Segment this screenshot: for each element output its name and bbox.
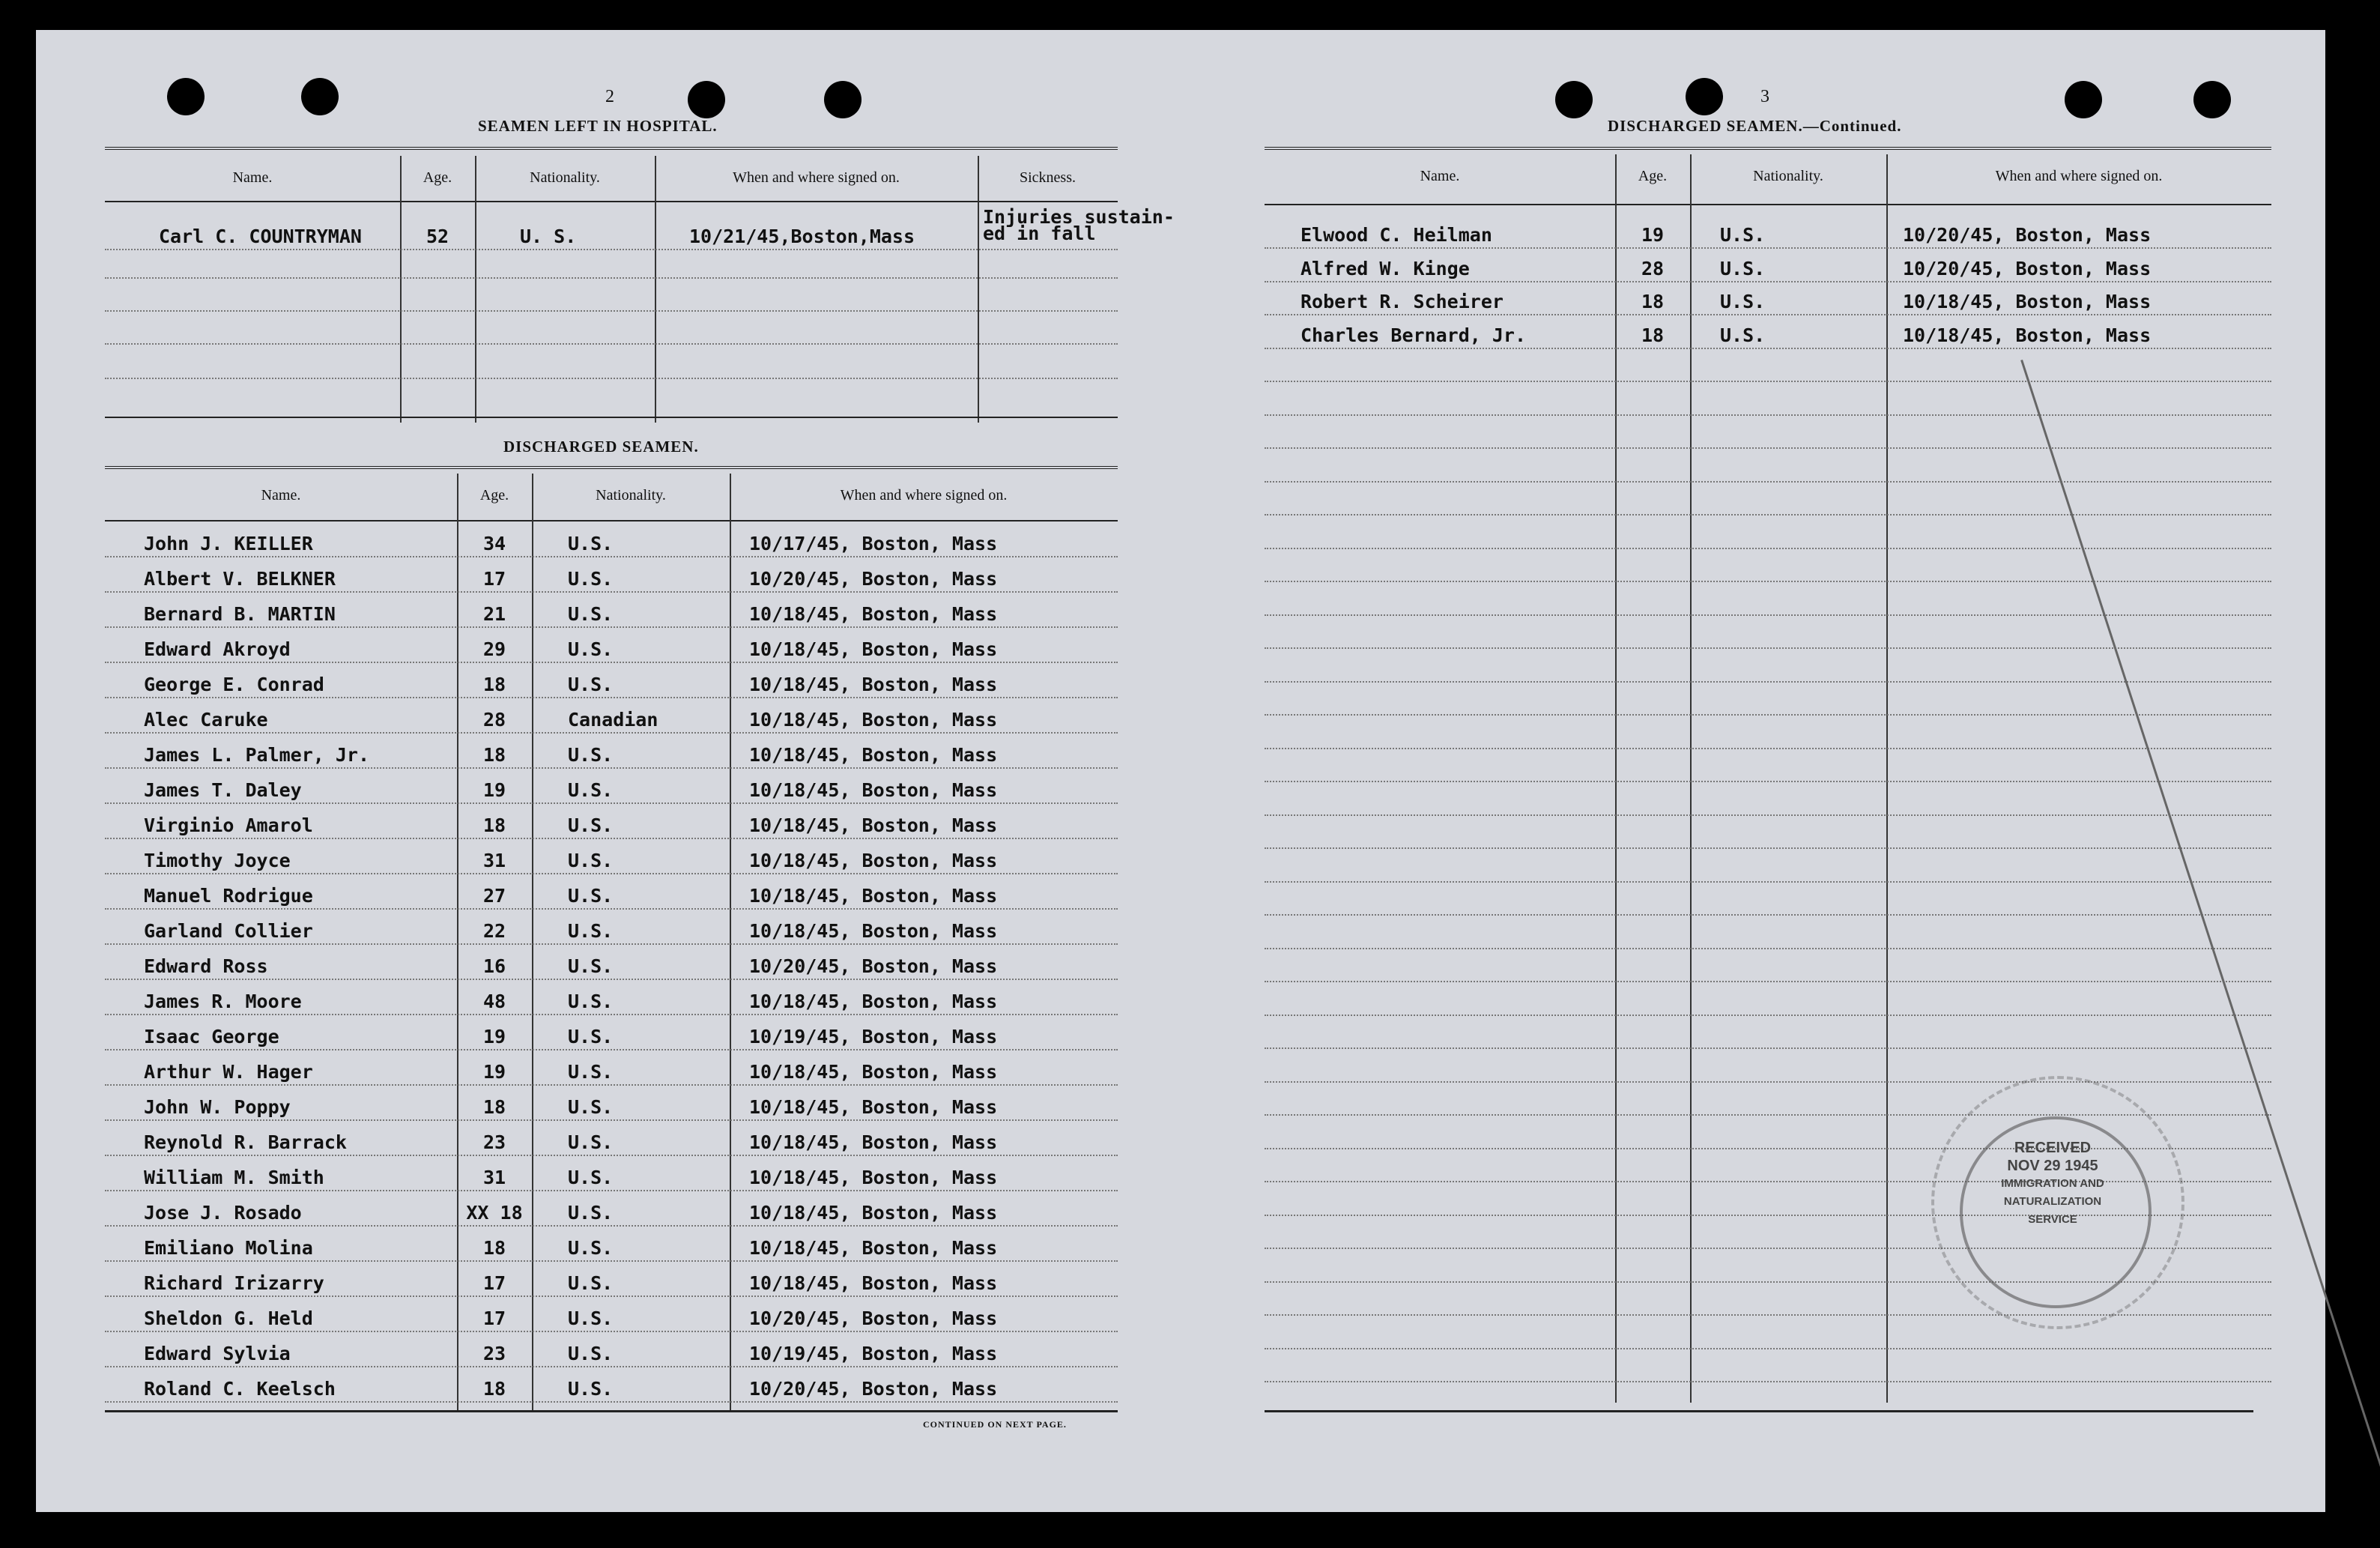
discharged-cell-nationality: U.S.: [568, 1378, 614, 1400]
discharged-cell-signed-on: 10/18/45, Boston, Mass: [749, 779, 998, 801]
discharged-cell-nationality: U.S.: [1720, 291, 1766, 312]
discharged-header-signed-on: When and where signed on.: [840, 487, 1008, 504]
row-rule: [105, 1225, 1118, 1227]
discharged-cell-age: 18: [482, 814, 506, 836]
discharged-cell-name: Robert R. Scheirer: [1300, 291, 1504, 312]
row-rule: [1265, 548, 2271, 549]
stamp-line: SERVICE: [2028, 1213, 2077, 1226]
row-rule: [105, 556, 1118, 557]
discharged-cell-nationality: U.S.: [1720, 224, 1766, 246]
discharged-cell-age: 29: [482, 638, 506, 660]
row-rule: [105, 626, 1118, 628]
row-rule: [105, 310, 1118, 312]
discharged-cell-signed-on: 10/18/45, Boston, Mass: [749, 674, 998, 695]
discharged-cell-age: XX 18: [466, 1202, 523, 1224]
discharged-cell-nationality: U.S.: [568, 1343, 614, 1364]
row-rule: [105, 1155, 1118, 1156]
punch-hole: [167, 78, 205, 115]
row-rule: [105, 908, 1118, 910]
discharged-cell-nationality: U.S.: [568, 1096, 614, 1118]
discharged-cell-age: 31: [482, 850, 506, 871]
discharged-cell-name: Elwood C. Heilman: [1300, 224, 1492, 246]
column-rule: [475, 156, 476, 423]
row-rule: [1265, 781, 2271, 782]
discharged-cell-nationality: U.S.: [568, 674, 614, 695]
hospital-header-nationality: Nationality.: [530, 169, 600, 186]
row-rule: [1265, 281, 2271, 282]
discharged-cell-nationality: U.S.: [568, 991, 614, 1012]
discharged-cell-signed-on: 10/18/45, Boston, Mass: [1903, 291, 2152, 312]
discharged-cell-age: 34: [482, 533, 506, 554]
punch-hole: [301, 78, 339, 115]
rule: [1265, 1410, 2253, 1412]
discharged-cell-nationality: U.S.: [568, 744, 614, 766]
discharged-cell-nationality: Canadian: [568, 709, 658, 731]
hospital-header-name: Name.: [232, 169, 273, 186]
column-rule: [655, 156, 656, 423]
hospital-cell-name: Carl C. COUNTRYMAN: [159, 226, 362, 247]
discharged-cell-age: 18: [482, 744, 506, 766]
punch-hole: [824, 81, 862, 118]
rule: [105, 201, 1118, 202]
row-rule: [1265, 481, 2271, 483]
discharged-cell-signed-on: 10/20/45, Boston, Mass: [749, 568, 998, 590]
discharged-cell-age: 23: [482, 1343, 506, 1364]
rule: [105, 1410, 1118, 1412]
row-rule: [105, 767, 1118, 769]
hospital-header-age: Age.: [423, 169, 452, 186]
row-rule: [1265, 914, 2271, 916]
row-rule: [1265, 847, 2271, 849]
row-rule: [1265, 1015, 2271, 1016]
row-rule: [105, 1084, 1118, 1086]
row-rule: [105, 1190, 1118, 1191]
discharged-cell-name: William M. Smith: [144, 1167, 324, 1188]
row-rule: [105, 1260, 1118, 1262]
discharged-cell-name: Alfred W. Kinge: [1300, 257, 1470, 279]
discharged-cell-signed-on: 10/18/45, Boston, Mass: [749, 1096, 998, 1118]
discharged-cell-age: 19: [482, 1061, 506, 1083]
discharged-header-age: Age.: [479, 487, 509, 504]
punch-hole: [1555, 81, 1593, 118]
discharged-cell-signed-on: 10/17/45, Boston, Mass: [749, 533, 998, 554]
discharged-cell-name: Charles Bernard, Jr.: [1300, 324, 1527, 346]
discharged-cell-name: James L. Palmer, Jr.: [144, 744, 370, 766]
discharged-cell-age: 31: [482, 1167, 506, 1188]
row-rule: [105, 802, 1118, 804]
discharged-cell-name: Edward Akroyd: [144, 638, 291, 660]
discharged-cell-nationality: U.S.: [568, 920, 614, 942]
discharged-cell-signed-on: 10/20/45, Boston, Mass: [1903, 257, 2152, 279]
discharged-cell-signed-on: 10/18/45, Boston, Mass: [749, 1131, 998, 1153]
discharged-cell-signed-on: 10/18/45, Boston, Mass: [1903, 324, 2152, 346]
discharged-cell-name: Manuel Rodrigue: [144, 885, 313, 907]
row-rule: [105, 378, 1118, 379]
discharged-cell-name: James R. Moore: [144, 991, 302, 1012]
stamp-line: NOV 29 1945: [2007, 1158, 2098, 1174]
discharged-cell-name: Jose J. Rosado: [144, 1202, 302, 1224]
discharged-cell-signed-on: 10/20/45, Boston, Mass: [749, 955, 998, 977]
discharged-cell-age: 19: [1641, 224, 1665, 246]
discharged-cell-signed-on: 10/18/45, Boston, Mass: [749, 1272, 998, 1294]
discharged-cell-nationality: U.S.: [1720, 324, 1766, 346]
discharged-cell-signed-on: 10/18/45, Boston, Mass: [749, 1061, 998, 1083]
row-rule: [1265, 948, 2271, 949]
row-rule: [1265, 581, 2271, 582]
row-rule: [105, 1014, 1118, 1015]
discharged-cell-age: 17: [482, 568, 506, 590]
row-rule: [1265, 748, 2271, 749]
punch-hole: [688, 81, 725, 118]
discharged-cell-signed-on: 10/18/45, Boston, Mass: [749, 709, 998, 731]
punch-hole: [2193, 81, 2231, 118]
discharged-cell-age: 27: [482, 885, 506, 907]
discharged-cell-age: 19: [482, 1026, 506, 1047]
discharged-cell-signed-on: 10/20/45, Boston, Mass: [749, 1307, 998, 1329]
discharged-cell-age: 17: [482, 1272, 506, 1294]
discharged-header-nationality: Nationality.: [596, 487, 666, 504]
row-rule: [1265, 681, 2271, 683]
right-section-title: DISCHARGED SEAMEN.—Continued.: [1608, 117, 1902, 135]
stamp-line: NATURALIZATION: [2003, 1195, 2102, 1208]
discharged-cell-signed-on: 10/18/45, Boston, Mass: [749, 850, 998, 871]
rule: [105, 466, 1118, 469]
row-rule: [105, 1119, 1118, 1121]
hospital-cell-nationality: U. S.: [520, 226, 577, 247]
discharged-cell-nationality: U.S.: [568, 1202, 614, 1224]
row-rule: [105, 249, 1118, 250]
discharged-cell-age: 28: [482, 709, 506, 731]
rule: [1265, 204, 2271, 205]
row-rule: [1265, 881, 2271, 883]
discharged-cell-age: 16: [482, 955, 506, 977]
discharged-cell-nationality: U.S.: [568, 779, 614, 801]
discharged-cell-name: James T. Daley: [144, 779, 302, 801]
discharged-cell-name: Emiliano Molina: [144, 1237, 313, 1259]
discharged-cell-age: 18: [1641, 324, 1665, 346]
row-rule: [105, 697, 1118, 698]
row-rule: [105, 838, 1118, 839]
hospital-header-signed-on: When and where signed on.: [733, 169, 900, 186]
discharged-cell-name: Bernard B. MARTIN: [144, 603, 336, 625]
discharged-cell-age: 21: [482, 603, 506, 625]
discharged-cell-name: George E. Conrad: [144, 674, 324, 695]
discharged-cell-age: 18: [482, 674, 506, 695]
column-rule: [400, 156, 402, 423]
row-rule: [1265, 1314, 2271, 1316]
column-rule: [730, 474, 731, 1410]
discharged-cell-name: Garland Collier: [144, 920, 313, 942]
hospital-cell-sickness: ed in fall: [983, 223, 1096, 244]
row-rule: [105, 1295, 1118, 1297]
discharged-cell-name: Roland C. Keelsch: [144, 1378, 336, 1400]
discharged-cell-nationality: U.S.: [568, 533, 614, 554]
row-rule: [1265, 714, 2271, 716]
discharged-cell-age: 18: [482, 1237, 506, 1259]
discharged-cell-age: 17: [482, 1307, 506, 1329]
row-rule: [1265, 1047, 2271, 1049]
discharged-cell-name: Edward Ross: [144, 955, 268, 977]
discharged-cell-age: 22: [482, 920, 506, 942]
continued-footer: CONTINUED ON NEXT PAGE.: [923, 1419, 1067, 1430]
discharged-cell-nationality: U.S.: [568, 814, 614, 836]
discharged-cell-nationality: U.S.: [568, 1237, 614, 1259]
column-rule: [532, 474, 533, 1410]
row-rule: [1265, 247, 2271, 249]
discharged-cell-nationality: U.S.: [568, 568, 614, 590]
discharged-cell-nationality: U.S.: [568, 1307, 614, 1329]
discharged-cell-name: Sheldon G. Held: [144, 1307, 313, 1329]
discharged-cell-age: 48: [482, 991, 506, 1012]
discharged-cell-nationality: U.S.: [568, 603, 614, 625]
column-rule: [978, 156, 979, 423]
discharged-cell-age: 23: [482, 1131, 506, 1153]
discharged-cell-name: John J. KEILLER: [144, 533, 313, 554]
page-number-right: 3: [1760, 87, 1769, 106]
discharged-cell-name: Timothy Joyce: [144, 850, 291, 871]
stamp-line: RECEIVED: [2014, 1140, 2092, 1156]
row-rule: [1265, 514, 2271, 516]
right-header-name: Name.: [1420, 168, 1460, 184]
hospital-header-sickness: Sickness.: [1020, 169, 1076, 186]
discharged-cell-signed-on: 10/20/45, Boston, Mass: [1903, 224, 2152, 246]
row-rule: [1265, 814, 2271, 816]
discharged-cell-nationality: U.S.: [568, 638, 614, 660]
discharged-cell-name: Arthur W. Hager: [144, 1061, 313, 1083]
row-rule: [1265, 981, 2271, 982]
discharged-cell-name: Alec Caruke: [144, 709, 268, 731]
discharged-cell-name: Albert V. BELKNER: [144, 568, 336, 590]
row-rule: [105, 1366, 1118, 1367]
stamp-text: [1975, 1139, 2131, 1229]
discharged-cell-signed-on: 10/18/45, Boston, Mass: [749, 814, 998, 836]
discharged-cell-signed-on: 10/18/45, Boston, Mass: [749, 744, 998, 766]
right-header-age: Age.: [1638, 168, 1668, 184]
discharged-cell-nationality: U.S.: [568, 885, 614, 907]
rule: [105, 520, 1118, 521]
discharged-cell-name: Virginio Amarol: [144, 814, 313, 836]
discharged-cell-name: John W. Poppy: [144, 1096, 291, 1118]
discharged-cell-age: 28: [1641, 257, 1665, 279]
discharged-cell-age: 18: [482, 1378, 506, 1400]
rule: [1265, 147, 2271, 150]
discharged-cell-age: 19: [482, 779, 506, 801]
stamp-line: IMMIGRATION AND: [2001, 1177, 2104, 1190]
discharged-cell-signed-on: 10/18/45, Boston, Mass: [749, 920, 998, 942]
discharged-cell-name: Isaac George: [144, 1026, 279, 1047]
discharged-cell-signed-on: 10/20/45, Boston, Mass: [749, 1378, 998, 1400]
discharged-cell-nationality: U.S.: [568, 1131, 614, 1153]
row-rule: [1265, 314, 2271, 315]
discharged-cell-signed-on: 10/18/45, Boston, Mass: [749, 1202, 998, 1224]
discharged-header-name: Name.: [261, 487, 301, 504]
row-rule: [1265, 1381, 2271, 1382]
row-rule: [105, 591, 1118, 593]
discharged-cell-nationality: U.S.: [568, 1167, 614, 1188]
rule: [105, 147, 1118, 150]
discharged-cell-nationality: U.S.: [568, 1272, 614, 1294]
discharged-cell-name: Richard Irizarry: [144, 1272, 324, 1294]
hospital-cell-age: 52: [426, 226, 449, 247]
row-rule: [1265, 348, 2271, 349]
discharged-cell-signed-on: 10/18/45, Boston, Mass: [749, 1167, 998, 1188]
rule: [105, 417, 1118, 418]
discharged-cell-signed-on: 10/18/45, Boston, Mass: [749, 885, 998, 907]
discharged-cell-age: 18: [1641, 291, 1665, 312]
discharged-cell-name: Edward Sylvia: [144, 1343, 291, 1364]
discharged-cell-age: 18: [482, 1096, 506, 1118]
row-rule: [105, 873, 1118, 874]
row-rule: [1265, 647, 2271, 649]
row-rule: [105, 943, 1118, 945]
row-rule: [105, 662, 1118, 663]
row-rule: [105, 277, 1118, 279]
discharged-cell-nationality: U.S.: [568, 1026, 614, 1047]
discharged-cell-name: Reynold R. Barrack: [144, 1131, 347, 1153]
punch-hole: [1686, 78, 1723, 115]
row-rule: [1265, 414, 2271, 416]
row-rule: [105, 1049, 1118, 1050]
page-number-left: 2: [605, 87, 614, 106]
row-rule: [105, 1401, 1118, 1403]
discharged-cell-signed-on: 10/19/45, Boston, Mass: [749, 1026, 998, 1047]
hospital-cell-signed-on: 10/21/45,Boston,Mass: [689, 226, 915, 247]
discharged-cell-nationality: U.S.: [568, 850, 614, 871]
row-rule: [1265, 447, 2271, 449]
row-rule: [1265, 614, 2271, 616]
discharged-cell-nationality: U.S.: [568, 955, 614, 977]
row-rule: [1265, 1348, 2271, 1349]
discharged-cell-signed-on: 10/18/45, Boston, Mass: [749, 991, 998, 1012]
discharged-cell-nationality: U.S.: [568, 1061, 614, 1083]
row-rule: [1265, 381, 2271, 382]
discharged-cell-signed-on: 10/18/45, Boston, Mass: [749, 1237, 998, 1259]
right-header-signed-on: When and where signed on.: [1995, 168, 2163, 184]
row-rule: [105, 343, 1118, 345]
punch-hole: [2065, 81, 2102, 118]
row-rule: [105, 1331, 1118, 1332]
right-header-nationality: Nationality.: [1753, 168, 1823, 184]
hospital-section-title: SEAMEN LEFT IN HOSPITAL.: [478, 117, 718, 135]
discharged-cell-signed-on: 10/18/45, Boston, Mass: [749, 603, 998, 625]
row-rule: [1265, 1081, 2271, 1083]
discharged-cell-signed-on: 10/19/45, Boston, Mass: [749, 1343, 998, 1364]
row-rule: [105, 979, 1118, 980]
discharged-cell-nationality: U.S.: [1720, 257, 1766, 279]
discharged-cell-signed-on: 10/18/45, Boston, Mass: [749, 638, 998, 660]
row-rule: [105, 732, 1118, 734]
hospital-cell-sickness: Injuries sustain-: [983, 206, 1175, 228]
discharged-section-title: DISCHARGED SEAMEN.: [503, 438, 699, 456]
